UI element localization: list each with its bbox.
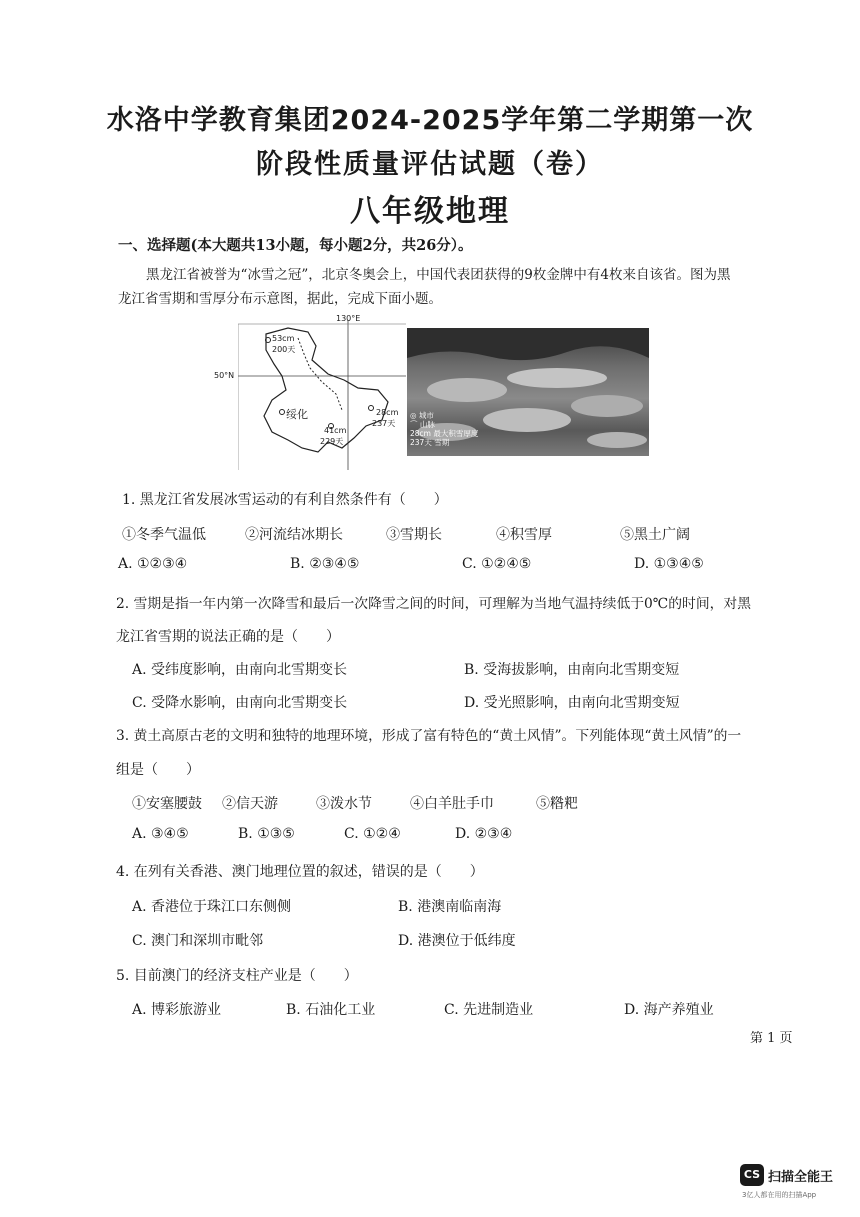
subject-title: 八年级地理 bbox=[350, 194, 510, 229]
q1-item: ④积雪厚 bbox=[496, 527, 552, 543]
snow-depth-b: 28cm bbox=[376, 408, 399, 417]
exam-title-line2: 阶段性质量评估试题（卷） bbox=[256, 149, 604, 180]
legend-snow-period: 237天 雪期 bbox=[410, 438, 450, 447]
city-label: 绥化 bbox=[286, 408, 308, 421]
q4-option-b[interactable]: B. 港澳南临南海 bbox=[398, 899, 502, 915]
q2-option-b[interactable]: B. 受海拔影响，由南向北雪期变短 bbox=[464, 662, 680, 678]
section-heading: 一、选择题(本大题共13小题，每小题2分，共26分）。 bbox=[118, 237, 473, 254]
q2-option-c[interactable]: C. 受降水影响，由南向北雪期变长 bbox=[132, 695, 348, 711]
snow-depth-a: 53cm bbox=[272, 334, 295, 343]
q4-option-d[interactable]: D. 港澳位于低纬度 bbox=[398, 933, 516, 949]
q4-option-c[interactable]: C. 澳门和深圳市毗邻 bbox=[132, 933, 264, 949]
scanner-name: 扫描全能王 bbox=[768, 1170, 834, 1185]
q3-item: ②信天游 bbox=[222, 796, 278, 812]
q1-item: ②河流结冰期长 bbox=[245, 527, 343, 543]
q1-option-c[interactable]: C. ①②④⑤ bbox=[462, 556, 532, 572]
lat-label: 50°N bbox=[214, 371, 235, 380]
snow-map bbox=[214, 314, 406, 470]
q3-stem-line1: 3. 黄土高原古老的文明和独特的地理环境，形成了富有特色的“黄土风情”。下列能体现“黄土风情”的一 bbox=[116, 728, 742, 744]
legend-snow-depth: 28cm 最大积雪厚度 bbox=[410, 429, 479, 438]
legend-mountain: ⌒ 山脉 bbox=[410, 420, 435, 429]
q1-option-b[interactable]: B. ②③④⑤ bbox=[290, 556, 360, 572]
q3-item: ③泼水节 bbox=[316, 796, 372, 812]
q5-option-d[interactable]: D. 海产养殖业 bbox=[624, 1002, 714, 1018]
q5-option-c[interactable]: C. 先进制造业 bbox=[444, 1002, 534, 1018]
q3-item: ⑤糌粑 bbox=[536, 796, 578, 812]
cs-logo-icon: CS bbox=[740, 1164, 764, 1186]
lon-label: 130°E bbox=[336, 314, 361, 323]
scanner-watermark bbox=[740, 1164, 850, 1204]
scanner-tagline: 3亿人都在用的扫描App bbox=[742, 1191, 817, 1199]
snow-days-a: 200天 bbox=[272, 345, 296, 354]
q1-item: ③雪期长 bbox=[386, 527, 442, 543]
intro-line1: 黑龙江省被誉为“冰雪之冠”，北京冬奥会上，中国代表团获得的9枚金牌中有4枚来自该省。图为黑 bbox=[146, 267, 731, 283]
snow-days-c: 229天 bbox=[320, 437, 344, 446]
q5-option-b[interactable]: B. 石油化工业 bbox=[286, 1002, 376, 1018]
q3-item: ④白羊肚手巾 bbox=[410, 796, 494, 812]
page-number: 第 1 页 bbox=[750, 1031, 793, 1046]
q5-stem: 5. 目前澳门的经济支柱产业是（ ） bbox=[116, 968, 358, 984]
heilongjiang-map-svg bbox=[238, 320, 406, 470]
q2-option-a[interactable]: A. 受纬度影响，由南向北雪期变长 bbox=[132, 662, 348, 678]
q1-stem: 1. 黑龙江省发展冰雪运动的有利自然条件有（ ） bbox=[122, 492, 448, 508]
snow-days-b: 237天 bbox=[372, 419, 396, 428]
q3-option-d[interactable]: D. ②③④ bbox=[455, 826, 513, 842]
legend-city: ◎ 城市 bbox=[410, 411, 434, 420]
q2-stem-line1: 2. 雪期是指一年内第一次降雪和最后一次降雪之间的时间，可理解为当地气温持续低于0℃的时间，对黑 bbox=[116, 596, 752, 612]
exam-title-line1: 水洛中学教育集团2024-2025学年第二学期第一次 bbox=[106, 105, 754, 136]
q3-option-a[interactable]: A. ③④⑤ bbox=[132, 826, 189, 842]
q1-option-d[interactable]: D. ①③④⑤ bbox=[634, 556, 704, 572]
q4-stem: 4. 在列有关香港、澳门地理位置的叙述，错误的是（ ） bbox=[116, 864, 484, 880]
q2-option-d[interactable]: D. 受光照影响，由南向北雪期变短 bbox=[464, 695, 680, 711]
mountain-range bbox=[298, 338, 342, 410]
q3-stem-line2: 组是（ ） bbox=[116, 762, 200, 778]
q3-item: ①安塞腰鼓 bbox=[132, 796, 202, 812]
q1-item: ①冬季气温低 bbox=[122, 527, 206, 543]
intro-line2: 龙江省雪期和雪厚分布示意图，据此，完成下面小题。 bbox=[118, 291, 442, 307]
q1-item: ⑤黑土广阔 bbox=[620, 527, 690, 543]
snow-depth-c: 41cm bbox=[324, 426, 347, 435]
q4-option-a[interactable]: A. 香港位于珠江口东侧侧 bbox=[132, 899, 292, 915]
q3-option-c[interactable]: C. ①②④ bbox=[344, 826, 401, 842]
q1-option-a[interactable]: A. ①②③④ bbox=[118, 556, 188, 572]
figure-legend bbox=[410, 411, 500, 447]
q5-option-a[interactable]: A. 博彩旅游业 bbox=[132, 1002, 222, 1018]
q3-option-b[interactable]: B. ①③⑤ bbox=[238, 826, 295, 842]
q2-stem-line2: 龙江省雪期的说法正确的是（ ） bbox=[116, 629, 340, 645]
